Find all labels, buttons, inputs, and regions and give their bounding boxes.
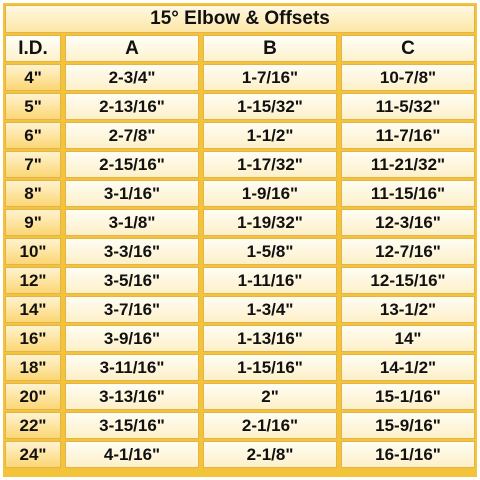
row-b-cell: 1-17/32" — [203, 151, 337, 178]
row-id-cell: 9" — [5, 209, 61, 236]
row-id-cell: 14" — [5, 296, 61, 323]
row-b-cell: 1-9/16" — [203, 180, 337, 207]
row-id-cell: 8" — [5, 180, 61, 207]
row-b-cell: 1-3/4" — [203, 296, 337, 323]
row-c-cell: 14" — [341, 325, 475, 352]
row-c-cell: 15-1/16" — [341, 383, 475, 410]
row-a-cell: 4-1/16" — [65, 441, 199, 468]
row-a-cell: 2-13/16" — [65, 93, 199, 120]
row-c-cell: 16-1/16" — [341, 441, 475, 468]
row-id-cell: 22" — [5, 412, 61, 439]
row-b-cell: 1-11/16" — [203, 267, 337, 294]
row-a-cell: 3-5/16" — [65, 267, 199, 294]
row-a-cell: 2-7/8" — [65, 122, 199, 149]
row-c-cell: 15-9/16" — [341, 412, 475, 439]
row-id-cell: 6" — [5, 122, 61, 149]
row-a-cell: 3-9/16" — [65, 325, 199, 352]
row-c-cell: 11-21/32" — [341, 151, 475, 178]
row-a-cell: 3-11/16" — [65, 354, 199, 381]
row-a-cell: 2-15/16" — [65, 151, 199, 178]
row-c-cell: 14-1/2" — [341, 354, 475, 381]
row-c-cell: 11-7/16" — [341, 122, 475, 149]
row-id-cell: 16" — [5, 325, 61, 352]
row-a-cell: 3-1/8" — [65, 209, 199, 236]
table-title: 15° Elbow & Offsets — [5, 5, 475, 33]
row-a-cell: 3-1/16" — [65, 180, 199, 207]
header-id: I.D. — [5, 35, 61, 62]
row-a-cell: 3-13/16" — [65, 383, 199, 410]
row-id-cell: 4" — [5, 64, 61, 91]
row-c-cell: 11-5/32" — [341, 93, 475, 120]
row-id-cell: 7" — [5, 151, 61, 178]
row-c-cell: 13-1/2" — [341, 296, 475, 323]
table-grid — [5, 35, 475, 468]
row-c-cell: 12-3/16" — [341, 209, 475, 236]
header-b: B — [203, 35, 337, 62]
row-b-cell: 1-5/8" — [203, 238, 337, 265]
row-c-cell: 12-15/16" — [341, 267, 475, 294]
row-b-cell: 1-13/16" — [203, 325, 337, 352]
row-a-cell: 2-3/4" — [65, 64, 199, 91]
row-id-cell: 20" — [5, 383, 61, 410]
header-a: A — [65, 35, 199, 62]
row-id-cell: 10" — [5, 238, 61, 265]
row-a-cell: 3-3/16" — [65, 238, 199, 265]
row-a-cell: 3-15/16" — [65, 412, 199, 439]
row-id-cell: 5" — [5, 93, 61, 120]
row-b-cell: 2" — [203, 383, 337, 410]
row-a-cell: 3-7/16" — [65, 296, 199, 323]
row-b-cell: 1-7/16" — [203, 64, 337, 91]
row-b-cell: 2-1/16" — [203, 412, 337, 439]
row-c-cell: 10-7/8" — [341, 64, 475, 91]
row-id-cell: 18" — [5, 354, 61, 381]
row-b-cell: 1-15/32" — [203, 93, 337, 120]
row-id-cell: 12" — [5, 267, 61, 294]
row-b-cell: 1-1/2" — [203, 122, 337, 149]
header-c: C — [341, 35, 475, 62]
row-id-cell: 24" — [5, 441, 61, 468]
row-b-cell: 1-19/32" — [203, 209, 337, 236]
row-b-cell: 1-15/16" — [203, 354, 337, 381]
row-b-cell: 2-1/8" — [203, 441, 337, 468]
elbow-offset-table — [3, 3, 477, 477]
row-c-cell: 12-7/16" — [341, 238, 475, 265]
row-c-cell: 11-15/16" — [341, 180, 475, 207]
